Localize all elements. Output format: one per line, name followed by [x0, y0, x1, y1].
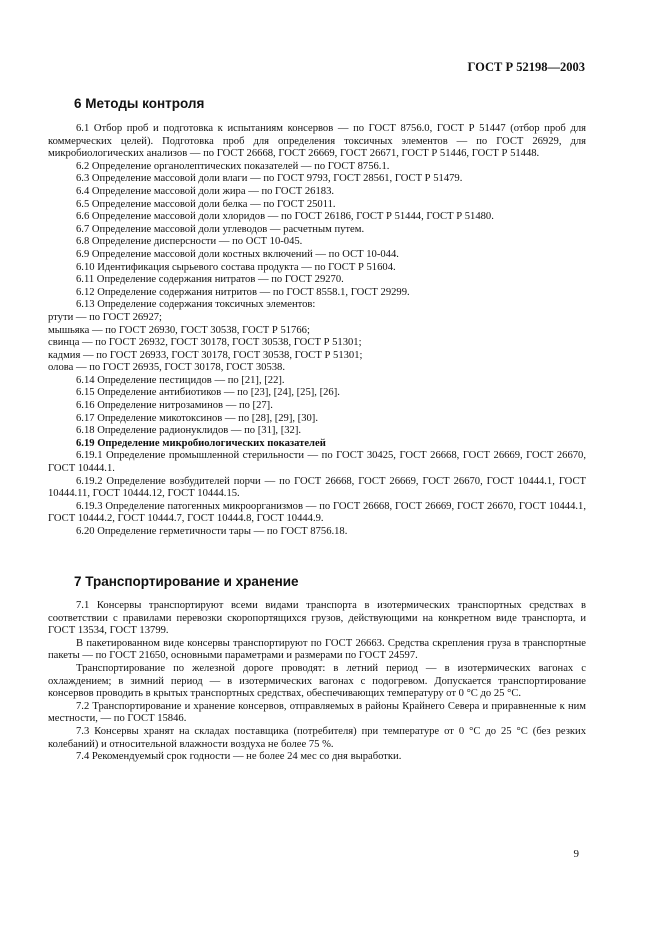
- paragraph: 6.4 Определение массовой доли жира — по ГОСТ 26183.: [76, 185, 335, 197]
- paragraph: 6.5 Определение массовой доли белка — по ГОСТ 25011.: [76, 198, 336, 210]
- paragraph: 6.9 Определение массовой доли костных включений — по ОСТ 10-044.: [76, 248, 399, 260]
- section-7-body: [48, 600, 586, 764]
- paragraph: 6.15 Определение антибиотиков — по [23], [24], [25], [26].: [76, 387, 340, 399]
- section-6-title: 6 Методы контроля: [74, 96, 205, 111]
- paragraph: В пакетированном виде консервы транспортируют по ГОСТ 26663. Средства скрепления груза в транспортные пакеты — по ГОСТ 21650, основными параметрами и размерами по ГОСТ 24597.: [48, 637, 586, 662]
- paragraph: 6.2 Определение органолептических показателей — по ГОСТ 8756.1.: [76, 160, 390, 172]
- paragraph: мышьяка — по ГОСТ 26930, ГОСТ 30538, ГОСТ Р 51766;: [48, 324, 310, 336]
- paragraph: 6.19.2 Определение возбудителей порчи — по ГОСТ 26668, ГОСТ 26669, ГОСТ 26670, ГОСТ 10444.1, ГОСТ 10444.11, ГОСТ 10444.12, ГОСТ 10444.15.: [48, 475, 586, 500]
- section-7-title: 7 Транспортирование и хранение: [74, 574, 299, 589]
- paragraph: олова — по ГОСТ 26935, ГОСТ 30178, ГОСТ 30538.: [48, 362, 285, 374]
- paragraph: 6.7 Определение массовой доли углеводов — расчетным путем.: [76, 223, 365, 235]
- paragraph: 6.16 Определение нитрозаминов — по [27].: [76, 400, 273, 412]
- paragraph: 6.14 Определение пестицидов — по [21], [22].: [76, 374, 285, 386]
- paragraph: 6.18 Определение радионуклидов — по [31], [32].: [76, 425, 301, 437]
- paragraph: 6.3 Определение массовой доли влаги — по ГОСТ 9793, ГОСТ 28561, ГОСТ Р 51479.: [76, 173, 463, 185]
- paragraph: 7.1 Консервы транспортируют всеми видами транспорта в изотермических транспортных средствах в соответствии с правилами перевозки скоропортящихся грузов, действующими на конкретном виде транспорта, и ГОСТ 13534, ГОСТ 13799.: [48, 600, 586, 637]
- standard-header: ГОСТ Р 52198—2003: [467, 60, 585, 74]
- paragraph: 6.1 Отбор проб и подготовка к испытаниям консервов — по ГОСТ 8756.0, ГОСТ Р 51447 (отбор проб для коммерческих целей). Подготовка проб для определения токсичных элементов — по ГОСТ 26929, для микробиологических анализов — по ГОСТ 26668, ГОСТ 26669, ГОСТ 26671, ГОСТ Р 51446, ГОСТ Р 51448.: [48, 123, 586, 160]
- paragraph: кадмия — по ГОСТ 26933, ГОСТ 30178, ГОСТ 30538, ГОСТ Р 51301;: [48, 349, 363, 361]
- paragraph: 6.12 Определение содержания нитритов — по ГОСТ 8558.1, ГОСТ 29299.: [76, 286, 410, 298]
- paragraph: 7.4 Рекомендуемый срок годности — не более 24 мес со дня выработки.: [76, 751, 402, 763]
- paragraph: 6.11 Определение содержания нитратов — по ГОСТ 29270.: [76, 274, 344, 286]
- paragraph: 7.2 Транспортирование и хранение консервов, отправляемых в районы Крайнего Севера и приравненные к ним местности, — по ГОСТ 15846.: [48, 700, 586, 725]
- section-6-body: [48, 123, 586, 539]
- paragraph: 6.8 Определение дисперсности — по ОСТ 10-045.: [76, 236, 303, 248]
- paragraph: ртути — по ГОСТ 26927;: [48, 311, 163, 323]
- paragraph: 6.20 Определение герметичности тары — по ГОСТ 8756.18.: [76, 526, 348, 537]
- paragraph: 7.3 Консервы хранят на складах поставщика (потребителя) при температуре от 0 °С до 25 °С (без резких колебаний) и относительной влажности воздуха не более 75 %.: [48, 725, 586, 750]
- paragraph: свинца — по ГОСТ 26932, ГОСТ 30178, ГОСТ 30538, ГОСТ Р 51301;: [48, 337, 362, 349]
- paragraph: 6.13 Определение содержания токсичных элементов:: [76, 299, 316, 311]
- paragraph: 6.19.1 Определение промышленной стерильности — по ГОСТ 30425, ГОСТ 26668, ГОСТ 26669, ГОСТ 26670, ГОСТ 10444.1.: [48, 450, 586, 475]
- paragraph: 6.19 Определение микробиологических показателей: [76, 437, 326, 449]
- paragraph: 6.6 Определение массовой доли хлоридов — по ГОСТ 26186, ГОСТ Р 51444, ГОСТ Р 51480.: [76, 211, 494, 223]
- paragraph: Транспортирование по железной дороге проводят: в летний период — в изотермических вагонах с охлаждением; в зимний период — в изотермических вагонах с подогревом. Допускается транспортирование консервов проводить в крытых транспортных средствах, обеспечивающих температуру от 0 °С до 25 °С.: [48, 662, 586, 700]
- paragraph: 6.17 Определение микотоксинов — по [28], [29], [30].: [76, 412, 318, 424]
- paragraph: 6.10 Идентификация сырьевого состава продукта — по ГОСТ Р 51604.: [76, 261, 396, 273]
- paragraph: 6.19.3 Определение патогенных микроорганизмов — по ГОСТ 26668, ГОСТ 26669, ГОСТ 26670, ГОСТ 10444.1, ГОСТ 10444.2, ГОСТ 10444.7, ГОСТ 10444.8, ГОСТ 10444.9.: [48, 500, 586, 525]
- page-number: 9: [573, 848, 579, 860]
